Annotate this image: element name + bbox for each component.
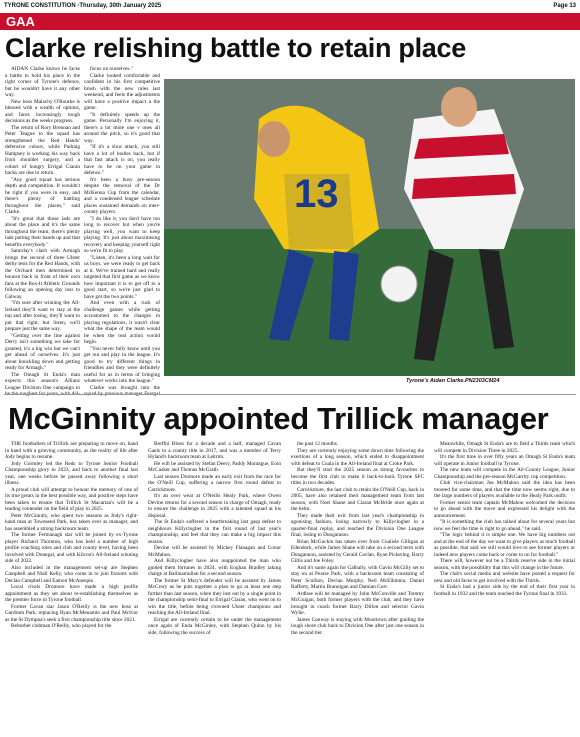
paragraph: Breffni Blues for a decade and a half, managed Cavan Gaels to a county title in 2017, and was a member of Terry Hyland's backroom team at Leitrim. [148,441,281,460]
headline-clarke: Clarke relishing battle to retain place [5,33,466,63]
paragraph: Last season Dromore made an early exit from the race for the O'Neill Cup, suffering a narrow first round defeat to Carrickmore. [148,473,281,493]
paragraph: Clarke was brought into the [90,384,160,391]
paragraph: Brian McGuckin has taken over from Coalisle Gilligan at Edendork, while James Shane will take on a second term with Dungannon, assisted by Gerald Cavlan, Ryan Pickering, Barry Gillis and Joe Foley. [291,538,424,564]
paragraph: And Killyclogher have also reappointed the man who guided them fortunes in 2024, with Eoghan Bradley taking charge at Ballinamullan for a second season. [148,558,281,577]
paragraph: THE footballers of Trillick are preparing to move on, hand in hand with a grieving community, as the reality of life after Jody begins to resume. [5,441,138,460]
paragraph: Clarke looked comfortable and confident in his first competitive brush with the new rules last weekend, and feels the adjustments will have a positive impact a the game. [84,72,160,111]
paragraph: St Enda's had a junior side by the end of their first year in football in 1932 and the team reached the Tyrone final in 1933. [434,584,575,597]
paragraph: Errigal are currently certain to be under the management once again of Enda McGinley, with Stephen Quinn by his side, following the success of [148,616,281,636]
paragraph: "The logic behind it is simple one. We have big numbers out and at the end of the day we want to give players as much football as possible, that said we still would love to see former players or indeed new players come back or come to on for football." [434,532,575,558]
page-number: Page 13 [553,3,576,9]
paragraph: James Conway is staying with Moortown after guiding the lough shore club back to Division One after just one season in the second tier. [291,616,424,636]
section-label: GAA [6,14,35,29]
story1-column-2 [84,66,160,396]
photo-caption: Tyrone's Aidan Clarke.PN2303CM24 [406,378,500,384]
paragraph: The Omagh St Enda's man expects this season's Allianz League Division One campaign to [5,371,80,391]
paragraph: They made their exit from last year's championship in agonising fashion, losing narrowly to Killyclogher in a quarter-final replay, and reached the Division One League final, losing to Dungannon. [291,512,424,538]
paragraph: New boss Malachy O'Rourke is blessed with a wealth of options, and faces increasingly tough decisions as the weeks progress. [5,98,80,124]
story2-column-4 [434,441,575,735]
paragraph: Belturbet clubman O'Reilly, who played for the [11,623,112,629]
paragraph: It's an over wear at O'Neills Healy Park, where Owen Devine returns for a second season in charge of Omagh, ready to ensure the challenge in 2025 with a talented squad at his disposal. [148,493,281,519]
paragraph: The new team will compete in the All-County League, Junior Championship and the pre-season McGarrity cup competition. [434,467,575,480]
paragraph: Peter McGinnity, who spent two seasons as Jody's right-hand man at Townsend Park, has taken over as manager, and has assembled a strong backroom team. [5,512,138,532]
masthead-date: TYRONE CONSTITUTION -Thursday, 30th January 2025 [4,3,162,9]
headline-mcginnity: McGinnity appointed Trillick manager [8,401,549,436]
paragraph: "I'm sure after winning the All-Ireland they'll want to stay at the top and after losing, they'll want to put that right, but listen, we'll prepare just the same way. [5,300,80,332]
paragraph: Carrickmore, the last club to retain the O'Neill Cup, back in 2005, have also retained their management team from last season, with Noel Shane and Ciaran McBride once again at the helm. [291,486,424,512]
paragraph: It's been a busy pre-season despite the removal of the Dr McKenna Cup from the calendar, and a condensed league schedule places sustained demands on inter-county players. [84,176,160,215]
paragraph: The former St Mary's defender will be assisted by James McCrory as he puts together a plan to go at least one step further than last season, when they lost out by a single point in the championship semi-final to Errigal Ciaran, who went on to win the title, before being crowned Ulster champions and reaching the All-Ireland final. [148,577,281,616]
paragraph: The club's social media and website have posted a request for new and old faces to get involved with the Thirds. [434,571,575,584]
paragraph: the past 12 months. [297,441,339,447]
paragraph: Meanwhile, Omagh St Enda's are to field a Thirds team which will compete in Division Three in 2025. [434,441,575,454]
paragraph: "You never fully know until you get out and play in the league. It's good to try different things in friendlies and they were definitely useful for us in terms of bringing whatever works into the league." [84,345,160,384]
paragraph: AIDAN Clarke knows he faces a battle to hold his place in the right corner of Tyrone's defence, but he wouldn't have it any other way. [5,66,80,98]
paragraph: Devine will be assisted by Mickey Flanagan and Conor McMahon. [148,545,281,558]
paragraph: And even with a rush of challenge games while getting accustomed to the changes in playing regulations, it wasn't clear what the shape of the team would be when the real action would begin. [84,300,160,345]
paragraph: "It's great that those lads are about the place and it's the same throughout the team, there's plenty lads putting their hands up and that benefits everybody." [5,215,80,248]
divider [4,394,576,395]
paragraph: They are currently enjoying some down time following the exertions of a long season, which ended in disappointment with defeat to Cuala in the All-Ireland final at Croke Park. [291,447,424,467]
story1-column-1 [5,66,80,396]
svg-text:13: 13 [294,172,339,216]
paragraph: The former Fermanagh star will be joined by ex-Tyrone player Richard Thornton, who has held a number of high profile coaching roles and club and county level, having been involved with Donegal, and with Kilcoo's All-Ireland winning side of 2022. [5,532,138,564]
paragraph: The St Enda's suffered a heartbreaking last gasp defeat to neighbours Killyclogher in the first round of last year's championship, and feel that they can make a big impact this season. [148,519,281,545]
paragraph: "It definitely speeds up the game. Personally I'm enjoying it, there's a lot more one v ones all around the pitch, so it's good that way. [84,111,160,144]
story2-column-1 [5,441,138,735]
football-action-image [164,79,575,376]
football [381,266,417,302]
paragraph: "If it's a slow attack, you still have a lot of bodies back, but if that fast attack is on, you really have to be on your game in defence." [84,144,160,176]
paragraph: Jody Gormley led the Reds to Tyrone Senior Football Championship glory in 2023, and back to another final last year, one weeks before he passed away following a short illness. [5,460,138,486]
masthead [0,0,580,12]
paragraph: Club vice-chairman Joe McMahon said the idea has been mooted for some time, and that the time now seems right, due to the large numbers of players available to the Healy Park outfit. [434,480,575,499]
paragraph: Former senior team captain McMahon welcomed the decision to go ahead with the move and expressed his delight with the announcement. [434,499,575,519]
paragraph: "I do like it, you don't have too long to recover but when you're playing well, you want to keep playing. It's just about maximising recovery and keeping yourself right so we're fit to play. [84,215,160,254]
paragraph: "Any good squad has serious depth and competition. It wouldn't be right if you were in easy, and there's plenty of battling throughout the places," said Clarke. [5,176,80,215]
paragraph: There will, however not be a Thirds reserve side in the initial season, with the possibility that this will change in the future. [434,558,575,571]
paragraph: "Listen, it's been a long wait for us boys, we were ready to get back at it. We've trained hard and really targeted that first game as we know how important it is to get off to a good start, so we're just glad to have got the two points." [84,254,160,300]
match-photo [164,79,575,376]
paragraph: focus on ourselves." [90,66,133,72]
paragraph: Local rivals Dromore have made a high profile appointment as they set about re-establishing themselves as the premier force in Tyrone football. [5,584,138,603]
paragraph: "Getting over the line against Derry isn't something we take for granted, it's a big win but we can't get ahead of ourselves. It's just about knuckling down and getting ready for Armagh." [5,332,80,371]
paragraph: He will be assisted by Stefan Deery, Paddy Montague, Eoin McCusker and Thomas McGrath. [148,460,281,473]
section-bar [0,13,580,30]
paragraph: And it's same again for Galbally, with Gavin McGilly set to stay on at Pearse Park, with a backroom team consisting of Peter Scullion, Declan Murphy, Neil McElhinnia, Daniel Rafferty, Martin Brannigan and Damian Gorr. [291,564,424,590]
paragraph: It's the first time in over fifty years an Omagh St Enda's team will operate in Junior football in Tyrone. [434,454,575,467]
paragraph: A proud club will attempt to honour the memory of one of its true greats in the best possible way, and positive steps have been taken to ensure that Trillick St Macartan's will be a leading contender on the field of play in 2025. [5,486,138,512]
paragraph: Saturday's clash with Armagh brings the second of three Ulster derby tests for the Red Hands, with the Orchard men determined to bounce back in front of their own fans at the Box-It Athletic Grounds following an opening day loss to Galway. [5,248,80,300]
story2-column-2 [148,441,281,735]
paragraph: Former Cavan star Jason O'Reilly is the new boss at Gardrum Park, replacing Ryan McMenamin and Paul McIvor as the St Dympna's seek a first championship title since 2021. [5,603,138,623]
story2-column-3 [291,441,424,735]
paragraph: But they'll start the 2025 season as strong favourites to become the first club to make it back-to-back Tyrone SFC titles in two decades. [291,467,424,486]
paragraph: Also included in the management set-up are Stephen Campbell and Niall Kelly, who come in to join fixtures with Declan Campbell and Eamon McAnespie. [5,564,138,584]
paragraph: "It is something the club has talked about for several years but now we feel the time is right to go ahead," he said. [434,519,575,532]
paragraph: Ardboe will be managed by John McConville and Tommy McGuigan, both former players with the club, and they have brought in coach former Barry Dillon and selector Gavin Wylie. [291,590,424,616]
paragraph: The return of Rory Brennan and Peter Teague to the squad has strengthened the Red Hands' defensive cohort, while Padraig Hampsey is working his way back from shoulder surgery, and a cohort of hungry Errigal Ciaran backs are due to return. [5,124,80,176]
